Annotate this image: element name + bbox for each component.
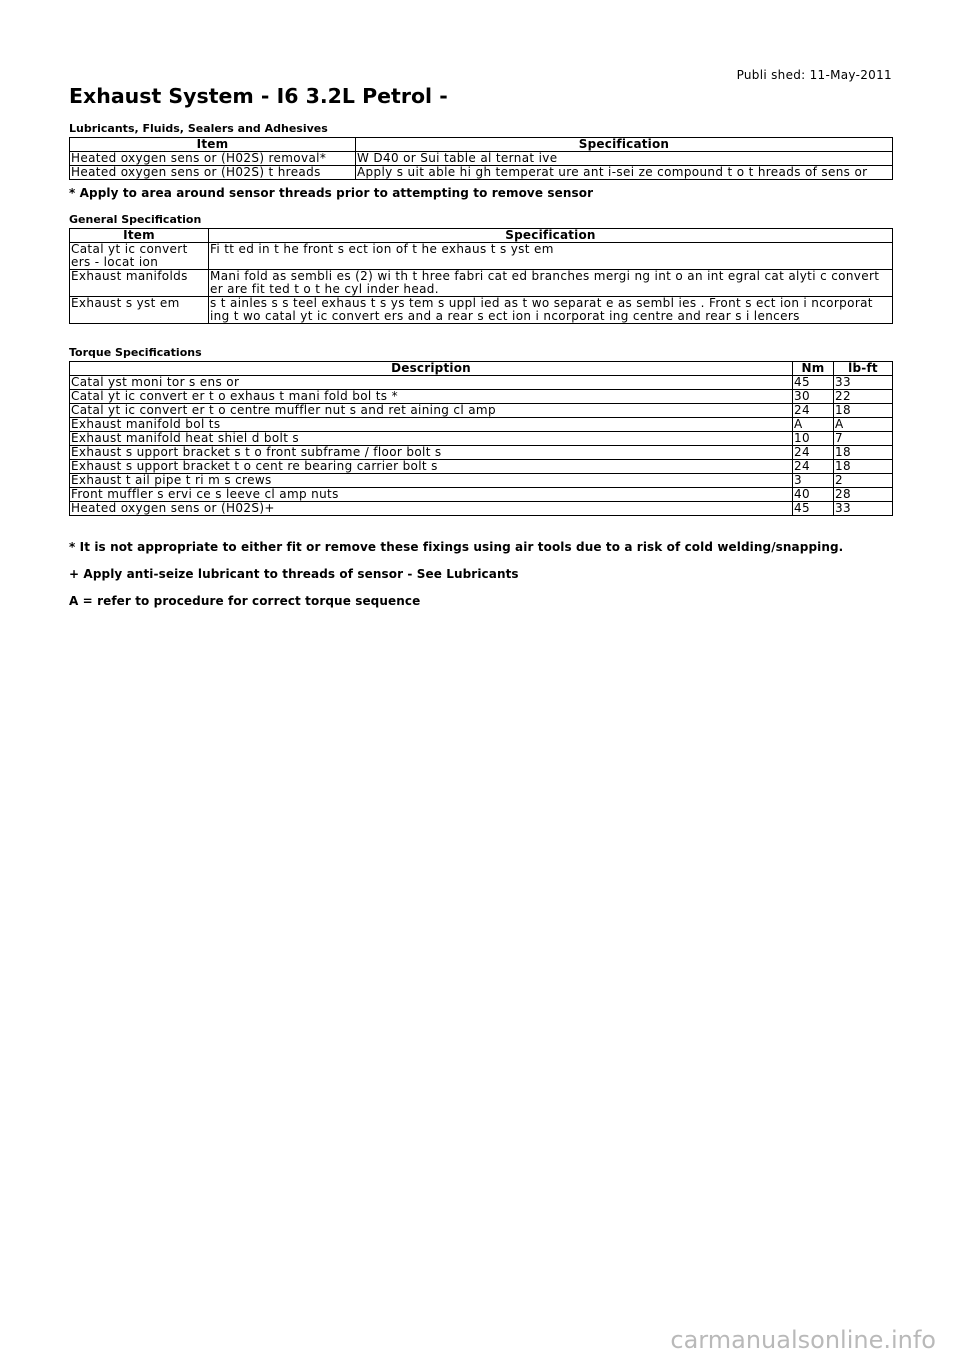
column-header-lbft: lb-ft	[834, 362, 893, 376]
column-header-specification: Specification	[209, 229, 893, 243]
table-cell: Fi tt ed in t he front s ect ion of t he exhaus t s yst em	[209, 243, 893, 270]
table-cell: Exhaust manifold heat shiel d bolt s	[70, 432, 793, 446]
torque-note-anti-seize: + Apply anti-seize lubricant to threads of sensor - See Lubricants	[69, 567, 519, 581]
table-cell: s t ainles s s teel exhaus t s ys tem s uppl ied as t wo separat e as sembl ies . Front s ect ion i ncorporat ing t wo catal yt ic convert ers and a rear s ect ion i ncorporat ing centre and rear s i lencers	[209, 297, 893, 324]
table-cell: 24	[793, 460, 834, 474]
table-cell: 30	[793, 390, 834, 404]
table-row	[70, 418, 893, 432]
table-row	[70, 152, 893, 166]
table-cell: Apply s uit able hi gh temperat ure ant i-sei ze compound t o t hreads of sens or	[356, 166, 893, 180]
table-cell: Exhaust s upport bracket s t o front subframe / floor bolt s	[70, 446, 793, 460]
table-cell: A	[834, 418, 893, 432]
table-cell: 2	[834, 474, 893, 488]
table-cell: A	[793, 418, 834, 432]
table-row	[70, 376, 893, 390]
torque-note-air-tools: * It is not appropriate to either fit or remove these fixings using air tools due to a risk of cold welding/snapping.	[69, 540, 844, 554]
page-title: Exhaust System - I6 3.2L Petrol -	[69, 84, 448, 108]
table-cell: 45	[793, 376, 834, 390]
table-row	[70, 446, 893, 460]
table-cell: Mani fold as sembli es (2) wi th t hree fabri cat ed branches mergi ng int o an int egral cat alyti c convert er are fit ted t o t he cyl inder head.	[209, 270, 893, 297]
table-row	[70, 390, 893, 404]
column-header-nm: Nm	[793, 362, 834, 376]
table-row	[70, 502, 893, 516]
table-cell: 28	[834, 488, 893, 502]
table-cell: Exhaust t ail pipe t ri m s crews	[70, 474, 793, 488]
table-row	[70, 297, 893, 324]
table-row	[70, 460, 893, 474]
column-header-item: Item	[70, 229, 209, 243]
table-cell: Catal yt ic convert er t o exhaus t mani fold bol ts *	[70, 390, 793, 404]
torque-section-title: Torque Specifications	[69, 346, 202, 359]
table-cell: 45	[793, 502, 834, 516]
torque-note-sequence: A = refer to procedure for correct torque sequence	[69, 594, 421, 608]
column-header-description: Description	[70, 362, 793, 376]
published-date: Publi shed: 11-May-2011	[736, 68, 892, 82]
table-cell: Heated oxygen sens or (H02S)+	[70, 502, 793, 516]
table-cell: 10	[793, 432, 834, 446]
torque-specifications-table	[69, 361, 893, 516]
lubricants-section-title: Lubricants, Fluids, Sealers and Adhesives	[69, 122, 328, 135]
table-cell: Exhaust manifolds	[70, 270, 209, 297]
lubricants-note: * Apply to area around sensor threads prior to attempting to remove sensor	[69, 186, 594, 200]
table-cell: 22	[834, 390, 893, 404]
general-specification-table	[69, 228, 893, 324]
table-cell: Front muffler s ervi ce s leeve cl amp nuts	[70, 488, 793, 502]
table-row	[70, 474, 893, 488]
table-cell: Heated oxygen sens or (H02S) t hreads	[70, 166, 356, 180]
table-row	[70, 432, 893, 446]
table-cell: Exhaust manifold bol ts	[70, 418, 793, 432]
table-cell: 3	[793, 474, 834, 488]
table-cell: Exhaust s upport bracket t o cent re bearing carrier bolt s	[70, 460, 793, 474]
table-cell: 33	[834, 376, 893, 390]
table-cell: Catal yt ic convert er t o centre muffler nut s and ret aining cl amp	[70, 404, 793, 418]
table-cell: 18	[834, 404, 893, 418]
table-row	[70, 270, 893, 297]
table-cell: Catal yst moni tor s ens or	[70, 376, 793, 390]
table-cell: 18	[834, 446, 893, 460]
table-row	[70, 488, 893, 502]
table-cell: 24	[793, 446, 834, 460]
table-cell: W D40 or Sui table al ternat ive	[356, 152, 893, 166]
table-cell: 7	[834, 432, 893, 446]
lubricants-table	[69, 137, 893, 180]
table-cell: Heated oxygen sens or (H02S) removal*	[70, 152, 356, 166]
general-section-title: General Specification	[69, 213, 202, 226]
table-cell: 40	[793, 488, 834, 502]
table-cell: 24	[793, 404, 834, 418]
table-cell: 18	[834, 460, 893, 474]
table-row	[70, 243, 893, 270]
table-row	[70, 404, 893, 418]
table-cell: Exhaust s yst em	[70, 297, 209, 324]
column-header-item: Item	[70, 138, 356, 152]
column-header-specification: Specification	[356, 138, 893, 152]
table-cell: 33	[834, 502, 893, 516]
watermark: carmanualsonline.info	[670, 1326, 936, 1354]
table-cell: Catal yt ic convert ers - locat ion	[70, 243, 209, 270]
table-row	[70, 166, 893, 180]
